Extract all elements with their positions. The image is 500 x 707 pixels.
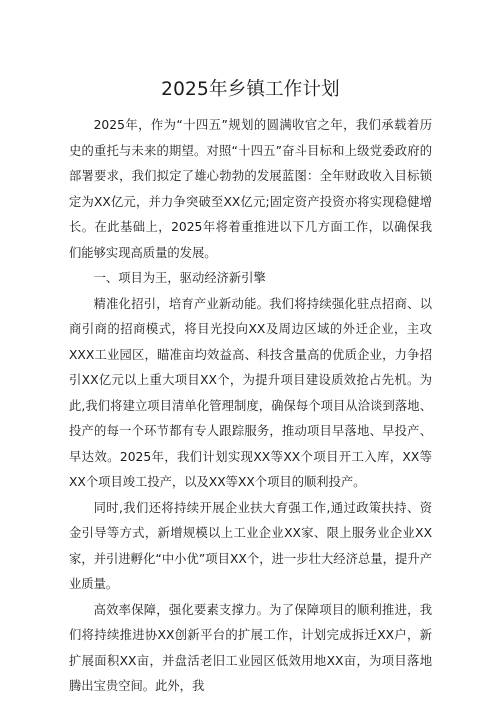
document-title: 2025年乡镇工作计划 [161,79,340,100]
document-body [69,113,432,700]
section-heading-1: 一、项目为王，驱动经济新引擎 [93,271,266,285]
paragraph-intro: 2025年，作为“十四五”规划的圆满收官之年，我们承载着历史的重托与未来的期望。对照“十四五”奋斗目标和上级党委政府的部署要求，我们拟定了雄心勃勃的发展蓝图：全年财政收入目标锁定为XX亿元，并力争突破至XX亿元;固定资产投资亦将实现稳健增长。在此基础上，2025年将着重推进以下几方面工作，以确保我们能够实现高质量的发展。 [69,118,432,260]
paragraph-enterprise-growth: 同时,我们还将持续开展企业扶大育强工作,通过政策扶持、资金引导等方式，新增规模以上工业企业XX家、限上服务业企业XX家，并引进孵化“中小优”项目XX个，进一步壮大经济总量，提升产业质量。 [69,500,432,591]
paragraph-resource-support: 高效率保障，强化要素支撑力。为了保障项目的顺利推进，我们将持续推进协XX创新平台的扩展工作，计划完成拆迁XX户，新扩展面积XX亩，并盘活老旧工业园区低效用地XX亩，为项目落地腾出宝贵空间。此外，我 [69,602,432,693]
paragraph-investment: 精准化招引，培育产业新动能。我们将持续强化驻点招商、以商引商的招商模式，将目光投向XX及周边区域的外迁企业，主攻XXX工业园区，瞄准亩均效益高、科技含量高的优质企业，力争招引XX亿元以上重大项目XX个，为提升项目建设质效抢占先机。为此,我们将建立项目清单化管理制度，确保每个项目从洽谈到落地、投产的每一个环节都有专人跟踪服务，推动项目早落地、早投产、早达效。2025年，我们计划实现XX等XX个项目开工入库，XX等XX个项目竣工投产，以及XX等XX个项目的顺利投产。 [69,296,432,489]
